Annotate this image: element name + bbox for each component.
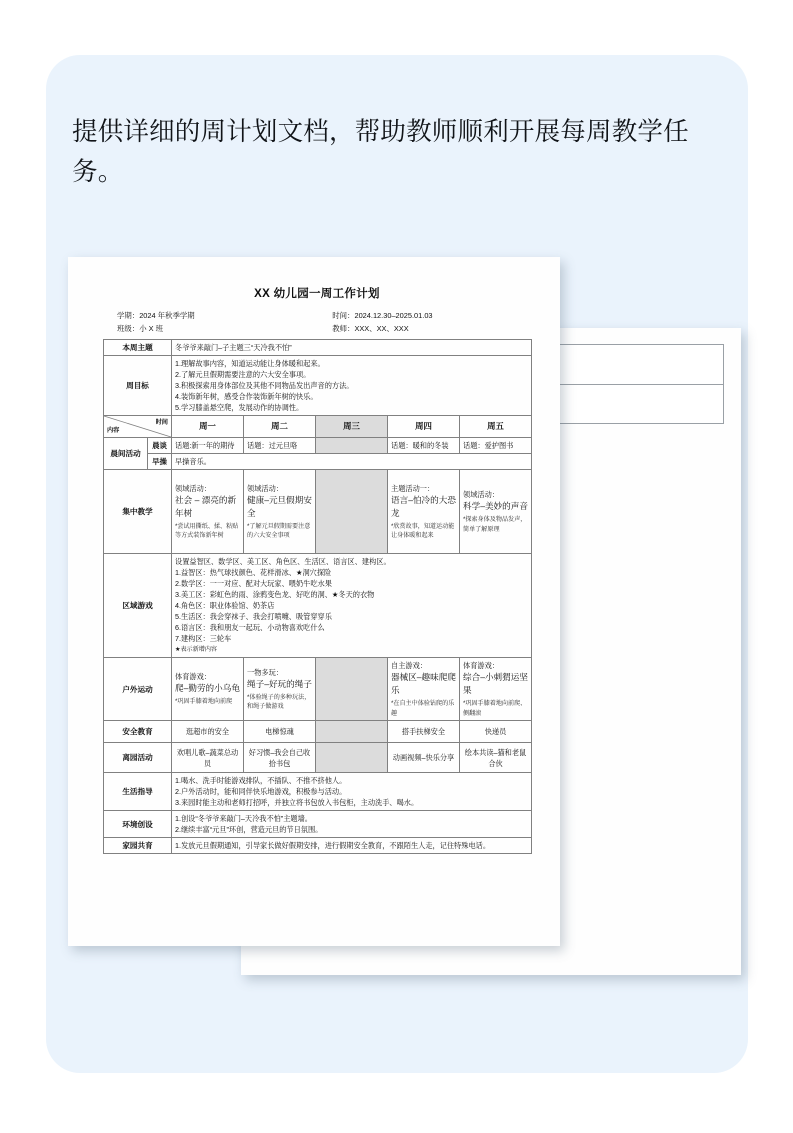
goal-item: 1.理解故事内容，知道运动能让身体暖和起来。 <box>175 359 325 368</box>
label-environment: 环境创设 <box>104 811 172 838</box>
label-home-coop: 家园共育 <box>104 838 172 854</box>
zone-line: 设置益智区、数学区、美工区、角色区、生活区、语言区、建构区。 <box>175 557 391 566</box>
safety-cell-tue: 电梯惊魂 <box>244 721 316 743</box>
meta-teacher <box>332 323 531 335</box>
zone-line: 2.数学区：一一对应、配对大玩家、喂奶牛吃水果 <box>175 579 332 588</box>
morning-talk-thu: 话题：暖和的冬装 <box>388 438 460 454</box>
meta-time-value: 2024.12.30–2025.01.03 <box>354 311 433 320</box>
page-headline: 提供详细的周计划文档，帮助教师顺利开展每周教学任务。 <box>72 118 689 186</box>
teaching-title: 领域活动： <box>247 483 283 493</box>
teaching-subject: 科学–美妙的声音 <box>463 501 528 511</box>
corner-header-cell <box>104 416 172 438</box>
meta-time-label: 时间： <box>332 311 355 320</box>
teaching-subject: 健康–元旦假期安全 <box>247 494 312 518</box>
zone-line: 1.益智区：热气球找颜色、花样滑冰、★洞穴探险 <box>175 568 332 577</box>
label-morning-activity: 晨间活动 <box>104 438 148 470</box>
zone-line: 6.语言区：我和朋友一起玩、小动物喜欢吃什么 <box>175 623 325 632</box>
table-row-departure <box>104 743 532 773</box>
value-weekly-goals <box>172 356 532 416</box>
label-teaching: 集中教学 <box>104 470 172 554</box>
meta-term-value: 2024 年秋季学期 <box>139 311 195 320</box>
home-coop-item: 1.发放元旦假期通知，引导家长做好假期安排，进行假期安全教育，不跟陌生人走，记住特殊电话。 <box>175 841 491 850</box>
teaching-cell-tue <box>244 470 316 554</box>
outdoor-cell-tue <box>244 658 316 721</box>
table-row-teaching <box>104 470 532 554</box>
outdoor-cell-thu <box>388 658 460 721</box>
outdoor-cell-wed <box>316 658 388 721</box>
teaching-title: 领域活动： <box>463 490 499 499</box>
life-item: 1.喝水、洗手时能游戏排队，不插队、不推不挤他人。 <box>175 776 347 785</box>
morning-talk-fri: 话题：爱护图书 <box>460 438 532 454</box>
meta-term-label: 学期： <box>117 311 140 320</box>
meta-teacher-label: 教师： <box>332 323 355 333</box>
goal-item: 3.积极探索用身体部位及其他不同物品发出声音的方法。 <box>175 381 354 390</box>
teaching-subject: 语言–怕冷的大恐龙 <box>391 494 456 518</box>
teaching-cell-fri <box>460 470 532 554</box>
outdoor-title: 一物多玩： <box>247 667 283 677</box>
table-row-morning-exercise <box>104 454 532 470</box>
teaching-note: *了解元旦假期需要注意的六大安全事项 <box>247 522 311 539</box>
document-meta <box>103 310 531 334</box>
day-header-fri: 周五 <box>460 416 532 438</box>
departure-cell-tue: 好习惯–我会自己收拾书包 <box>244 743 316 773</box>
label-weekly-goals: 周目标 <box>104 356 172 416</box>
meta-row-term-time <box>103 310 531 322</box>
teaching-cell-thu <box>388 470 460 554</box>
goal-item: 4.装饰新年树，感受合作装饰新年树的快乐。 <box>175 392 318 401</box>
outdoor-note: *巩固手膝着地向前爬、侧翻滚 <box>463 700 527 717</box>
outdoor-note: *在自主中体验钻爬的乐趣 <box>391 700 455 717</box>
document-page-front[interactable] <box>68 257 560 946</box>
life-item: 3.来园时能主动和老师打招呼，并独立将书包放入书包柜，主动洗手、喝水。 <box>175 798 419 807</box>
table-row-zone-games <box>104 554 532 658</box>
meta-class-label: 班级： <box>117 323 140 333</box>
table-row-outdoor <box>104 658 532 721</box>
label-departure: 离园活动 <box>104 743 172 773</box>
label-weekly-theme: 本周主题 <box>104 340 172 356</box>
meta-row-class-teacher <box>103 323 531 335</box>
teaching-note: *欣赏故事，知道运动能让身体暖和起来 <box>391 522 455 539</box>
weekly-plan-table <box>103 339 532 854</box>
outdoor-cell-mon <box>172 658 244 721</box>
table-row-life-guidance <box>104 773 532 811</box>
morning-talk-wed <box>316 438 388 454</box>
corner-time-label: 时间 <box>155 419 168 426</box>
label-outdoor: 户外运动 <box>104 658 172 721</box>
life-item: 2.户外活动时，能和同伴快乐地游戏，积极参与活动。 <box>175 787 347 796</box>
meta-term <box>117 310 332 322</box>
departure-cell-fri: 绘本共读–猫和老鼠合伙 <box>460 743 532 773</box>
outdoor-note: *巩固手膝着地向前爬 <box>175 698 233 706</box>
document-title: XX 幼儿园一周工作计划 <box>254 288 380 300</box>
day-header-thu: 周四 <box>388 416 460 438</box>
zone-line: ★表示新增内容 <box>175 646 218 653</box>
zone-games-value <box>172 554 532 658</box>
outdoor-title: 体育游戏： <box>175 672 211 682</box>
teaching-title: 主题活动一： <box>391 483 435 493</box>
morning-talk-mon: 话题:新一年的期待 <box>172 438 244 454</box>
meta-class-value: 小 X 班 <box>139 323 164 333</box>
day-header-mon: 周一 <box>172 416 244 438</box>
table-row-weekly-theme <box>104 340 532 356</box>
label-zone-games: 区域游戏 <box>104 554 172 658</box>
meta-class <box>117 323 332 335</box>
meta-teacher-value: XXX、XX、XXX <box>354 323 409 333</box>
teaching-note: *探索身体及物品发声，简单了解原理 <box>463 516 527 533</box>
outdoor-subject: 爬–勤劳的小乌龟 <box>175 683 240 694</box>
outdoor-subject: 综合–小刺猬运坚果 <box>463 672 528 695</box>
outdoor-subject: 绳子–好玩的绳子 <box>247 678 312 689</box>
outdoor-title: 体育游戏： <box>463 661 499 670</box>
zone-line: 4.角色区：职业体验馆、奶茶店 <box>175 601 275 610</box>
table-row-environment <box>104 811 532 838</box>
table-row-weekly-goals <box>104 356 532 416</box>
environment-item: 2.继续丰富“元旦”环创，营造元旦的节日氛围。 <box>175 825 323 834</box>
safety-cell-mon: 逛超市的安全 <box>172 721 244 743</box>
outdoor-title: 自主游戏： <box>391 661 427 670</box>
goal-item: 5.学习膝盖悬空爬，发展动作的协调性。 <box>175 403 304 412</box>
teaching-cell-wed <box>316 470 388 554</box>
teaching-title: 领域活动： <box>175 483 211 493</box>
zone-line: 5.生活区：我会穿袜子、我会打喷嚏、吸管穿穿乐 <box>175 612 332 621</box>
departure-cell-wed <box>316 743 388 773</box>
label-safety: 安全教育 <box>104 721 172 743</box>
safety-cell-fri: 快递员 <box>460 721 532 743</box>
teaching-subject: 社会 – 漂亮的新年树 <box>175 494 237 518</box>
label-morning-talk: 晨谈 <box>148 438 172 454</box>
document-content <box>103 285 531 854</box>
value-weekly-theme: 冬爷爷来敲门–子主题三“天冷我不怕” <box>172 340 532 356</box>
table-row-home-coop <box>104 838 532 854</box>
day-header-tue: 周二 <box>244 416 316 438</box>
table-row-day-header <box>104 416 532 438</box>
zone-line: 3.美工区：彩虹色的雨、涂鸦变色龙、好吃的洞、★冬天的衣物 <box>175 590 375 599</box>
departure-cell-thu: 动画视频–快乐分享 <box>388 743 460 773</box>
environment-item: 1.创设“冬爷爷来敲门–天冷我不怕”主题墙。 <box>175 814 312 823</box>
environment-value <box>172 811 532 838</box>
label-life-guidance: 生活指导 <box>104 773 172 811</box>
outdoor-note: *体验绳子的多种玩法，和绳子做游戏 <box>247 693 311 710</box>
goal-item: 2.了解元旦假期需要注意的六大安全事项。 <box>175 370 311 379</box>
safety-cell-thu: 搭手扶梯安全 <box>388 721 460 743</box>
teaching-note: *尝试用撕纸、揉、粘贴等方式装饰新年树 <box>175 522 239 539</box>
zone-line: 7.建构区：三轮车 <box>175 634 232 643</box>
day-header-wed: 周三 <box>316 416 388 438</box>
corner-content-label: 内容 <box>107 427 120 434</box>
home-coop-value <box>172 838 532 854</box>
safety-cell-wed <box>316 721 388 743</box>
outdoor-subject: 器械区–趣味爬爬乐 <box>391 672 456 695</box>
table-row-morning-talk <box>104 438 532 454</box>
outdoor-cell-fri <box>460 658 532 721</box>
morning-exercise-value: 早操音乐。 <box>172 454 532 470</box>
meta-time <box>332 310 531 322</box>
morning-talk-tue: 话题：过元旦咯 <box>244 438 316 454</box>
table-row-safety <box>104 721 532 743</box>
life-guidance-value <box>172 773 532 811</box>
teaching-cell-mon <box>172 470 244 554</box>
label-morning-exercise: 早操 <box>148 454 172 470</box>
departure-cell-mon: 欢唱儿歌–蔬菜总动员 <box>172 743 244 773</box>
